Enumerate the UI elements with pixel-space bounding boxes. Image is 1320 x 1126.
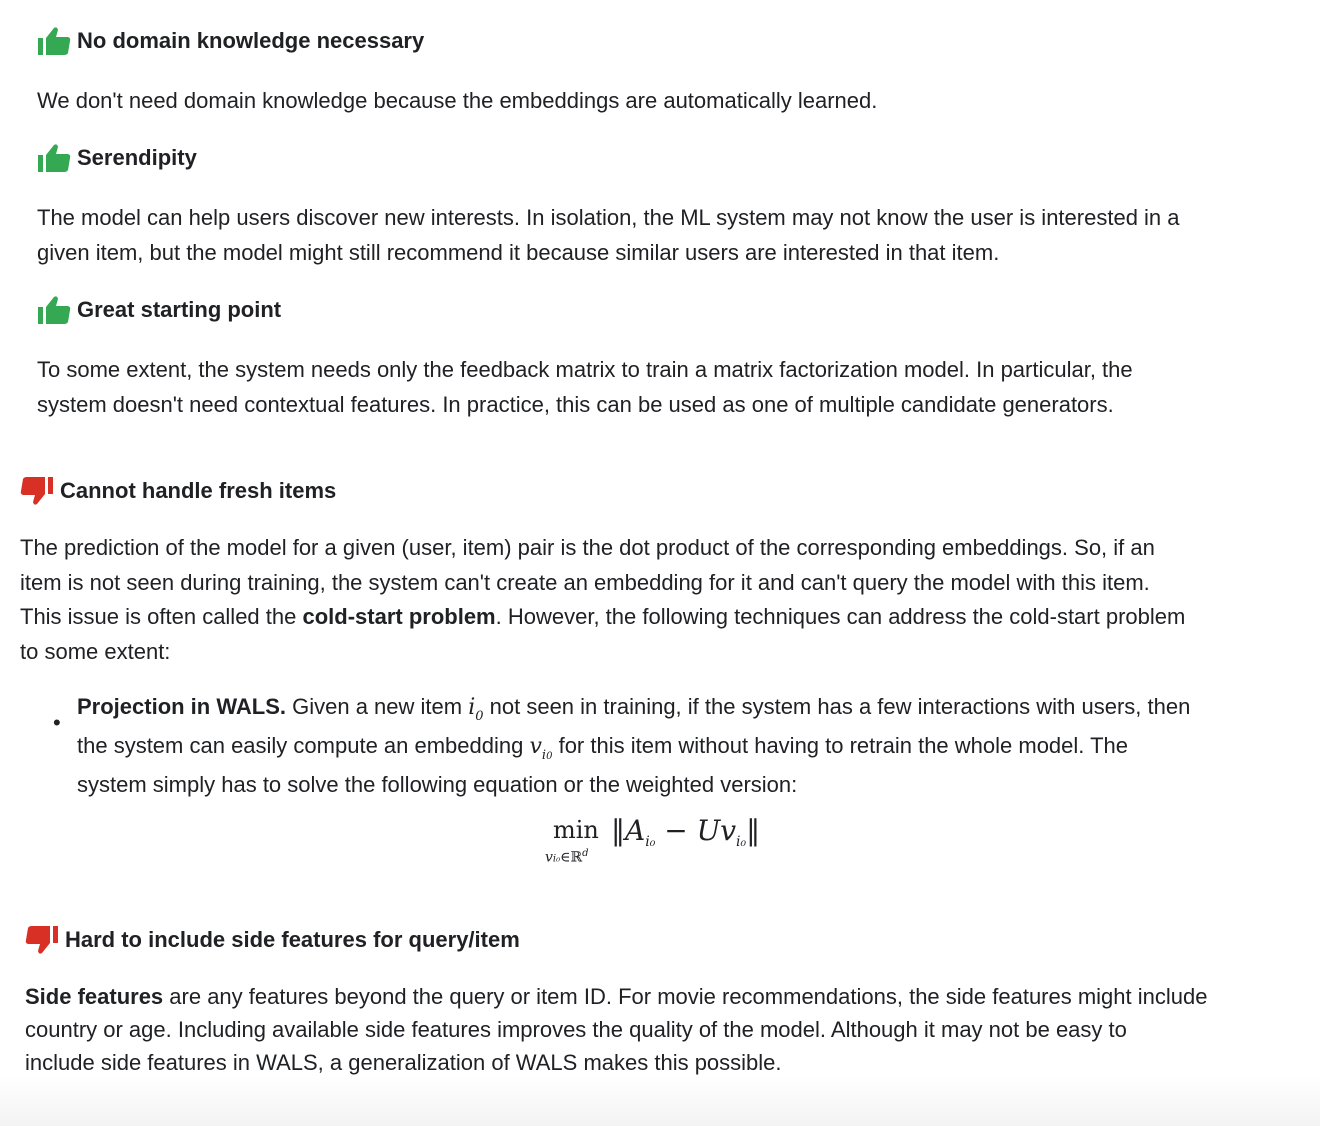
paragraph-no-domain-knowledge bbox=[37, 84, 877, 119]
math-subscript: i₀ bbox=[736, 834, 747, 850]
text-segment: for this item without having to retrain the whole model. The bbox=[552, 732, 1129, 758]
math-item-symbol bbox=[468, 695, 484, 724]
math-var: i bbox=[468, 695, 476, 720]
bottom-fade bbox=[0, 1076, 1320, 1126]
text-segment: not seen in training, if the system has a few interactions with users, then bbox=[483, 694, 1191, 719]
paragraph-side-features bbox=[25, 980, 1207, 1079]
heading-title: Hard to include side features for query/item bbox=[65, 927, 520, 952]
paragraph-cannot-handle-fresh-items bbox=[20, 531, 1185, 669]
heading-title: Great starting point bbox=[77, 297, 282, 322]
math-var: ‖A bbox=[611, 814, 646, 847]
heading-no-domain-knowledge bbox=[37, 26, 424, 56]
paragraph-line bbox=[25, 980, 1207, 1013]
heading-great-starting-point bbox=[37, 295, 281, 325]
thumbs-up-icon bbox=[37, 26, 71, 56]
heading-title: Cannot handle fresh items bbox=[60, 478, 337, 503]
math-embedding-symbol bbox=[529, 733, 553, 763]
heading-title: No domain knowledge necessary bbox=[77, 28, 425, 53]
paragraph-line bbox=[20, 600, 1185, 635]
paragraph-line: country or age. Including available side features improves the quality of the model. Although it may not be easy to bbox=[25, 1017, 1127, 1042]
text-segment: This issue is often called the bbox=[20, 604, 303, 629]
thumbs-down-icon bbox=[25, 925, 59, 955]
math-subscript bbox=[542, 748, 553, 763]
heading-hard-to-include-side-features bbox=[25, 925, 520, 955]
equation-wals-projection bbox=[545, 812, 785, 872]
paragraph-line: system doesn't need contextual features. In practice, this can be used as one of multiple candidate generators. bbox=[37, 391, 1114, 417]
bullet-projection-in-wals bbox=[77, 690, 1190, 803]
bullet-bold-term: Projection in WALS. bbox=[77, 694, 287, 719]
math-subscript: 0 bbox=[546, 750, 553, 762]
math-var: ∈ℝ bbox=[560, 849, 583, 866]
math-subscript: 0 bbox=[475, 709, 484, 724]
math-var: v bbox=[529, 733, 542, 759]
math-var: i bbox=[541, 747, 547, 763]
min-subscript bbox=[545, 848, 589, 866]
math-var: ‖ bbox=[746, 814, 761, 847]
paragraph-line: To some extent, the system needs only the feedback matrix to train a matrix factorization model. In particular, the bbox=[37, 357, 1133, 382]
paragraph-line: system simply has to solve the following equation or the weighted version: bbox=[77, 772, 798, 797]
text-segment: Given a new item bbox=[286, 694, 469, 719]
bold-term-cold-start: cold-start problem bbox=[302, 604, 496, 629]
text-segment: the system can easily compute an embedding bbox=[77, 732, 530, 758]
paragraph-line: We don't need domain knowledge because the embeddings are automatically learned. bbox=[37, 88, 878, 113]
thumbs-up-icon bbox=[37, 143, 71, 173]
paragraph-line bbox=[77, 729, 1190, 769]
math-subscript: i₀ bbox=[552, 853, 561, 865]
paragraph-great-starting-point bbox=[37, 353, 1133, 422]
heading-cannot-handle-fresh-items bbox=[20, 476, 336, 506]
math-superscript: d bbox=[582, 848, 589, 859]
bold-term-side-features: Side features bbox=[25, 984, 164, 1009]
text-segment: . However, the following techniques can address the cold-start problem bbox=[495, 604, 1186, 629]
thumbs-down-icon bbox=[20, 476, 54, 506]
norm-expression bbox=[611, 814, 761, 850]
math-var: − Uv bbox=[655, 814, 737, 847]
text-segment: are any features beyond the query or item ID. For movie recommendations, the side features might include bbox=[163, 984, 1208, 1009]
paragraph-line: to some extent: bbox=[20, 638, 171, 664]
paragraph-line: include side features in WALS, a generalization of WALS makes this possible. bbox=[25, 1050, 782, 1075]
paragraph-line: given item, but the model might still recommend it because similar users are interested in that item. bbox=[37, 239, 1000, 265]
paragraph-line: The prediction of the model for a given (user, item) pair is the dot product of the corresponding embeddings. So, if an bbox=[20, 535, 1155, 560]
paragraph-line bbox=[77, 690, 1190, 729]
math-var: v bbox=[545, 849, 553, 866]
min-operator: min bbox=[553, 816, 599, 844]
paragraph-line: item is not seen during training, the system can't create an embedding for it and can't query the model with this item. bbox=[20, 569, 1150, 595]
thumbs-up-icon bbox=[37, 295, 71, 325]
paragraph-line: The model can help users discover new interests. In isolation, the ML system may not know the user is interested in a bbox=[37, 205, 1180, 230]
math-subscript: i₀ bbox=[645, 834, 656, 850]
bullet-marker: • bbox=[53, 710, 61, 735]
heading-serendipity bbox=[37, 143, 197, 173]
heading-title: Serendipity bbox=[77, 145, 197, 170]
paragraph-serendipity bbox=[37, 201, 1180, 270]
